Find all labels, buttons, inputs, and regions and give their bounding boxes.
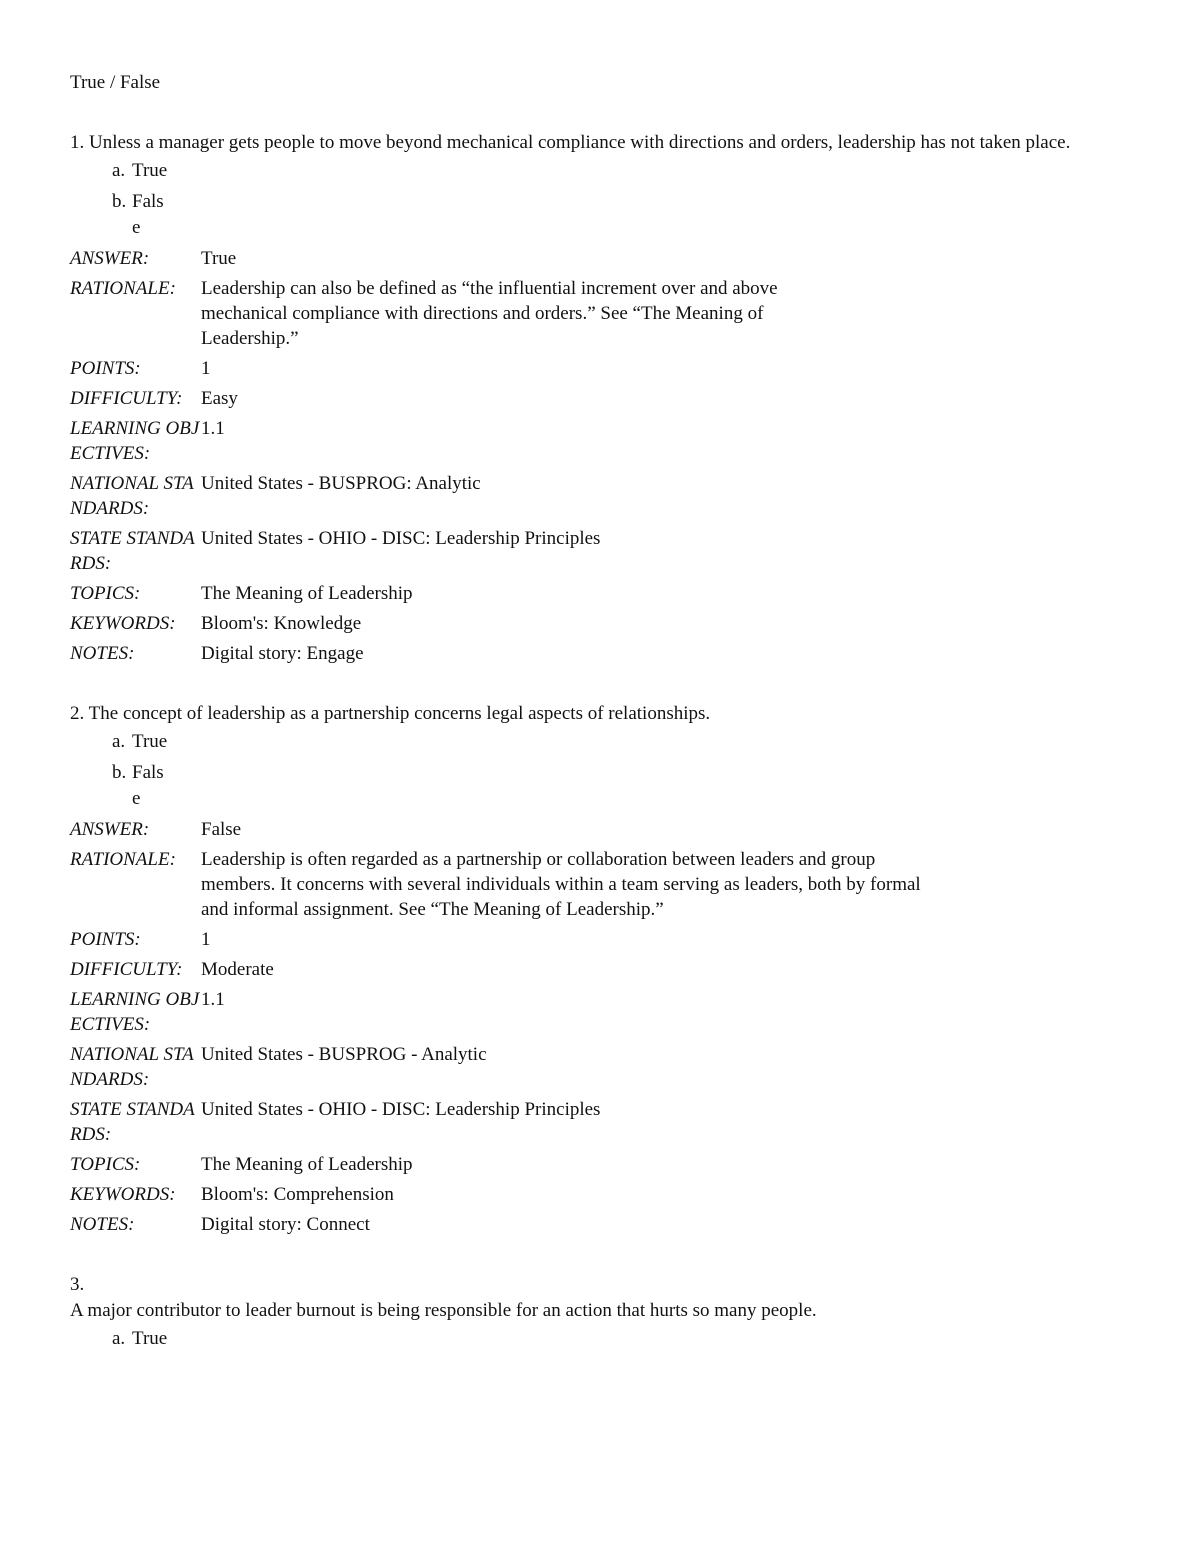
topics-label: TOPICS:	[70, 583, 141, 604]
rationale-row	[70, 847, 1130, 922]
question-spacer	[70, 1242, 1130, 1272]
choice-text: True	[132, 160, 168, 181]
rationale-label: RATIONALE:	[70, 849, 176, 870]
notes-row	[70, 641, 1130, 666]
choice-text: True	[132, 1328, 168, 1349]
keywords-row	[70, 1182, 1130, 1207]
choice-a	[112, 158, 1130, 184]
document-page	[70, 70, 1130, 1357]
question-2	[70, 701, 1130, 1237]
points-label: POINTS:	[70, 929, 141, 950]
rationale-label: RATIONALE:	[70, 278, 176, 299]
choice-b	[112, 760, 1130, 812]
topics-row	[70, 1152, 1130, 1177]
difficulty-value: Easy	[201, 388, 238, 409]
keywords-value: Bloom's: Comprehension	[201, 1184, 394, 1205]
answer-row	[70, 817, 1130, 842]
national-standards-label: NATIONAL STANDARDS:	[70, 1044, 194, 1090]
learning-objectives-label: LEARNING OBJECTIVES:	[70, 989, 200, 1035]
national-standards-label: NATIONAL STANDARDS:	[70, 473, 194, 519]
question-stem: 2. The concept of leadership as a partnership concerns legal aspects of relationships.	[70, 703, 711, 724]
rationale-row	[70, 276, 1130, 351]
points-value: 1	[201, 358, 211, 379]
state-standards-label: STATE STANDARDS:	[70, 1099, 195, 1145]
choice-letter: a.	[112, 1328, 126, 1349]
answer-row	[70, 246, 1130, 271]
choice-letter: a.	[112, 731, 126, 752]
question-1	[70, 130, 1130, 666]
national-standards-value: United States - BUSPROG - Analytic	[201, 1044, 487, 1065]
learning-objectives-row	[70, 987, 1130, 1037]
topics-value: The Meaning of Leadership	[201, 1154, 413, 1175]
choice-b	[112, 189, 1130, 241]
learning-objectives-row	[70, 416, 1130, 466]
choice-a	[112, 729, 1130, 755]
topics-label: TOPICS:	[70, 1154, 141, 1175]
keywords-label: KEYWORDS:	[70, 1184, 176, 1205]
national-standards-value: United States - BUSPROG: Analytic	[201, 473, 481, 494]
answer-value: True	[201, 248, 237, 269]
difficulty-row	[70, 386, 1130, 411]
notes-value: Digital story: Engage	[201, 643, 364, 664]
rationale-value: Leadership is often regarded as a partnership or collaboration between leaders and group members. It concerns with several individuals within a team serving as leaders, both by formal and informal assignment. See “The Meaning of Leadership.”	[201, 849, 921, 920]
choice-letter: b.	[112, 191, 127, 212]
topics-value: The Meaning of Leadership	[201, 583, 413, 604]
state-standards-value: United States - OHIO - DISC: Leadership Principles	[201, 1099, 601, 1120]
keywords-row	[70, 611, 1130, 636]
learning-objectives-value: 1.1	[201, 989, 225, 1010]
answer-label: ANSWER:	[70, 819, 150, 840]
state-standards-label: STATE STANDARDS:	[70, 528, 195, 574]
notes-row	[70, 1212, 1130, 1237]
points-row	[70, 356, 1130, 381]
difficulty-row	[70, 957, 1130, 982]
question-stem: A major contributor to leader burnout is being responsible for an action that hurts so many people.	[70, 1300, 817, 1321]
difficulty-label: DIFFICULTY:	[70, 959, 183, 980]
state-standards-value: United States - OHIO - DISC: Leadership Principles	[201, 528, 601, 549]
question-metadata	[70, 817, 1130, 1237]
topics-row	[70, 581, 1130, 606]
choice-text: False	[132, 191, 164, 238]
points-label: POINTS:	[70, 358, 141, 379]
difficulty-label: DIFFICULTY:	[70, 388, 183, 409]
choice-letter: b.	[112, 762, 127, 783]
national-standards-row	[70, 1042, 1130, 1092]
answer-value: False	[201, 819, 242, 840]
question-spacer	[70, 671, 1130, 701]
learning-objectives-label: LEARNING OBJECTIVES:	[70, 418, 200, 464]
notes-label: NOTES:	[70, 643, 135, 664]
points-value: 1	[201, 929, 211, 950]
question-number: 3.	[70, 1274, 85, 1295]
choice-list	[70, 1326, 1130, 1352]
choice-list	[70, 729, 1130, 812]
notes-label: NOTES:	[70, 1214, 135, 1235]
question-3	[70, 1272, 1130, 1352]
choice-letter: a.	[112, 160, 126, 181]
choice-a	[112, 1326, 1130, 1352]
state-standards-row	[70, 1097, 1130, 1147]
notes-value: Digital story: Connect	[201, 1214, 370, 1235]
points-row	[70, 927, 1130, 952]
choice-text: True	[132, 731, 168, 752]
question-metadata	[70, 246, 1130, 666]
section-title: True / False	[70, 72, 161, 93]
choice-text: False	[132, 762, 164, 809]
rationale-value: Leadership can also be defined as “the influential increment over and above mechanical compliance with directions and orders.” See “The Meaning of Leadership.”	[201, 278, 778, 349]
difficulty-value: Moderate	[201, 959, 274, 980]
keywords-label: KEYWORDS:	[70, 613, 176, 634]
learning-objectives-value: 1.1	[201, 418, 225, 439]
choice-list	[70, 158, 1130, 241]
national-standards-row	[70, 471, 1130, 521]
state-standards-row	[70, 526, 1130, 576]
question-stem: 1. Unless a manager gets people to move beyond mechanical compliance with directions and orders, leadership has not taken place.	[70, 132, 1071, 153]
answer-label: ANSWER:	[70, 248, 150, 269]
keywords-value: Bloom's: Knowledge	[201, 613, 362, 634]
